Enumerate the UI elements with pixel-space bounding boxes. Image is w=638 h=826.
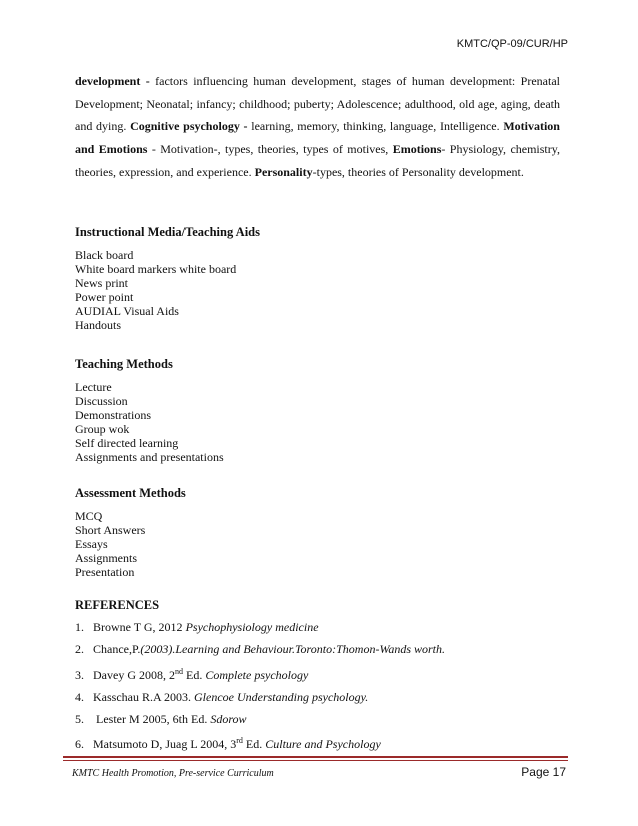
paragraph-text: learning, memory, thinking, language, Intelligence. [251,119,504,134]
list-item: Short Answers [75,523,146,537]
reference-text: Matsumoto D, Juag L 2004, 3 [93,737,237,752]
list-item: AUDIAL Visual Aids [75,304,179,318]
reference-title: Sdorow [210,712,247,727]
list-item: News print [75,276,128,290]
reference-superscript: nd [174,666,183,676]
reference-item [75,638,560,660]
paragraph-text: - Physiology, chemistry, theories, expression, and experience. [75,142,560,179]
references-list [75,616,560,756]
reference-item [75,730,560,755]
reference-title: Psychophysiology medicine [185,620,319,634]
reference-number: 6. [75,737,84,752]
list-item: Assignments and presentations [75,450,224,464]
reference-text: Kasschau R.A 2003. [93,689,194,704]
paragraph-text: - Motivation-, types, theories, types of motives, [147,142,393,157]
footer-rule [63,756,568,758]
page-number: Page 17 [521,765,566,779]
list-item: Discussion [75,394,128,408]
reference-title: Glencoe Understanding psychology. [194,689,369,704]
bold-term: development - [75,74,156,88]
bold-term: Personality [254,164,313,179]
reference-title: Complete psychology [205,667,309,682]
reference-number: 2. [75,642,84,657]
paragraph-text: -types, theories of Personality development. [312,164,524,179]
reference-title: (2003).Learning and Behaviour.Toronto:Thomon-Wands worth. [140,642,446,657]
bold-term: Emotions [392,142,442,157]
bold-term: Motivation and Emotions [75,119,560,157]
media-section [75,225,560,332]
list-item: Lecture [75,380,112,394]
methods-list [75,380,560,464]
section-heading: Assessment Methods [75,486,186,500]
reference-item [75,686,560,708]
reference-text: Ed. [242,737,266,752]
document-code: KMTC/QP-09/CUR/HP [456,38,568,50]
list-item: MCQ [75,509,103,523]
reference-number: 4. [75,689,84,704]
reference-text: Ed. [182,667,206,682]
references-heading: REFERENCES [75,598,160,612]
reference-item [75,616,560,638]
media-list [75,248,560,332]
list-item: Power point [75,290,134,304]
bold-term: Cognitive psychology - [130,119,252,134]
list-item: White board markers white board [75,262,237,276]
footer-title: KMTC Health Promotion, Pre-service Curriculum [72,768,274,779]
reference-superscript: rd [236,736,243,746]
reference-item [75,708,560,730]
section-heading: Teaching Methods [75,357,173,371]
list-item: Presentation [75,565,135,579]
list-item: Group wok [75,422,130,436]
reference-number: 1. [75,620,84,634]
list-item: Self directed learning [75,436,179,450]
reference-text: Lester M 2005, 6th Ed. [93,712,211,727]
reference-number: 3. [75,667,84,682]
list-item: Assignments [75,551,138,565]
list-item: Essays [75,537,108,551]
footer-rule-thin [63,760,568,761]
intro-paragraph [75,70,560,184]
list-item: Black board [75,248,134,262]
paragraph-text: factors influencing human development, stages of human development: Prenatal Development; Neonatal; infancy; childhood; puberty; Adolescence; adulthood, old age, aging, death and dying. [75,74,560,134]
assessment-list [75,509,560,579]
reference-title: Culture and Psychology [265,737,381,752]
reference-number: 5. [75,712,84,727]
assessment-section [75,486,560,579]
reference-text: Browne T G, 2012 [93,620,186,634]
reference-text: Davey G 2008, 2 [93,667,175,682]
list-item: Handouts [75,318,121,332]
section-heading: Instructional Media/Teaching Aids [75,225,260,239]
methods-section [75,357,560,464]
list-item: Demonstrations [75,408,151,422]
reference-item [75,661,560,686]
reference-text: Chance,P. [93,642,141,657]
references-section [75,598,560,756]
